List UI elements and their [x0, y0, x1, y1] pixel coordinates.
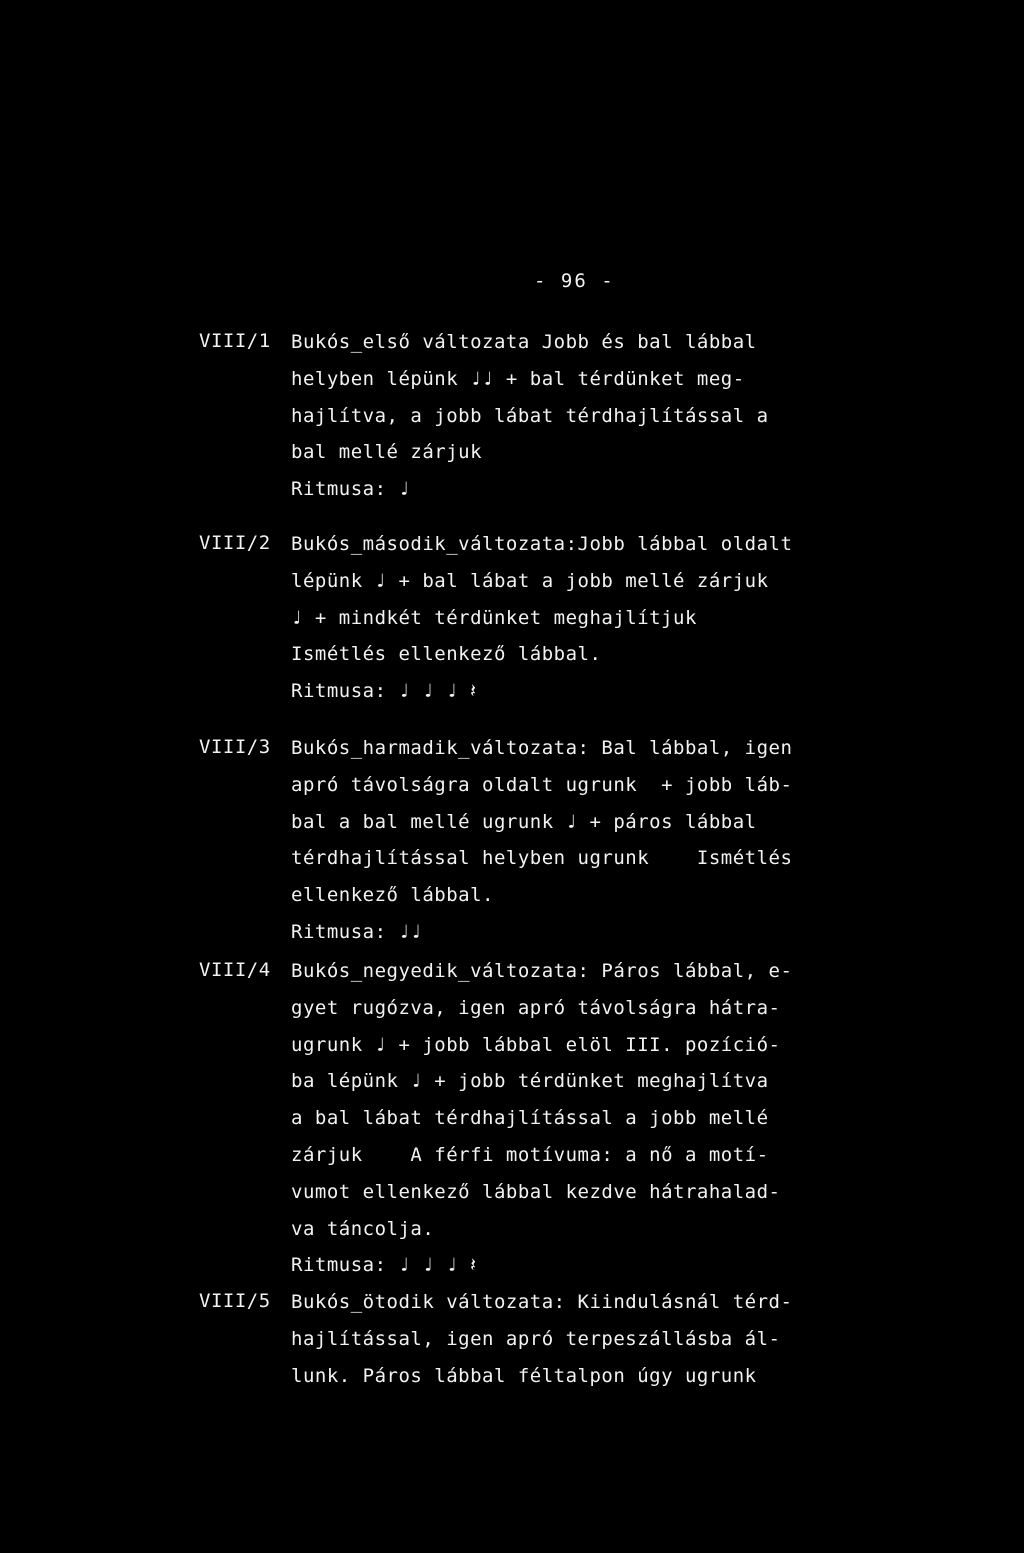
entry-text [291, 1290, 861, 1400]
text-line: helyben lépünk ♩♩ + bal térdünket meg- [291, 367, 745, 390]
text-line: Bukós_első változata Jobb és bal lábbal [291, 331, 757, 353]
entry-text [291, 532, 861, 716]
text-line: gyet rugózva, igen apró távolságra hátra- [291, 996, 781, 1019]
entry-text [291, 959, 861, 1290]
text-line: hajlítással, igen apró terpeszállásba ál- [291, 1327, 781, 1350]
text-line: hajlítva, a jobb lábat térdhajlítással a [291, 404, 769, 427]
text-line: a bal lábat térdhajlítással a jobb mellé [291, 1107, 769, 1130]
text-line: Bukós_negyedik_változata: Páros lábbal, e- [291, 960, 793, 982]
text-line: ellenkező lábbal. [291, 884, 494, 907]
entry-text [291, 330, 861, 514]
text-line: ba lépünk ♩ + jobb térdünket meghajlítva [291, 1070, 769, 1093]
text-line: bal mellé zárjuk [291, 441, 483, 464]
entry-id: VIII/1 [199, 330, 271, 352]
text-line: Bukós_második_változata:Jobb lábbal oldalt [291, 533, 793, 555]
rhythm-line: Ritmusa: ♩ ♩ ♩ 𝄽 [291, 1254, 477, 1277]
text-line: térdhajlítással helyben ugrunk Ismétlés [291, 847, 793, 870]
text-line: Ismétlés ellenkező lábbal. [291, 643, 602, 666]
text-line: apró távolságra oldalt ugrunk + jobb láb- [291, 773, 793, 796]
rhythm-line: Ritmusa: ♩♩ [291, 920, 423, 943]
entry-id: VIII/3 [199, 736, 271, 758]
text-line: zárjuk A férfi motívuma: a nő a motí- [291, 1143, 769, 1166]
entry-id: VIII/5 [199, 1290, 271, 1312]
text-line: vumot ellenkező lábbal kezdve hátrahalad- [291, 1180, 781, 1203]
text-line: Bukós_ötodik változata: Kiindulásnál térd- [291, 1291, 793, 1313]
entry-id: VIII/2 [199, 532, 271, 554]
rhythm-line: Ritmusa: ♩ [291, 478, 411, 501]
entry-text [291, 736, 861, 957]
page-number: - 96 - [534, 270, 615, 292]
entry-id: VIII/4 [199, 959, 271, 981]
text-line: ugrunk ♩ + jobb lábbal elöl III. pozíció- [291, 1033, 781, 1056]
text-line: lunk. Páros lábbal féltalpon úgy ugrunk [291, 1364, 757, 1387]
rhythm-line: Ritmusa: ♩ ♩ ♩ 𝄽 [291, 680, 477, 703]
text-line: lépünk ♩ + bal lábat a jobb mellé zárjuk [291, 569, 769, 592]
text-line: bal a bal mellé ugrunk ♩ + páros lábbal [291, 810, 757, 833]
text-line: Bukós_harmadik_változata: Bal lábbal, igen [291, 737, 793, 759]
text-line: va táncolja. [291, 1217, 435, 1240]
text-line: ♩ + mindkét térdünket meghajlítjuk [291, 606, 697, 629]
